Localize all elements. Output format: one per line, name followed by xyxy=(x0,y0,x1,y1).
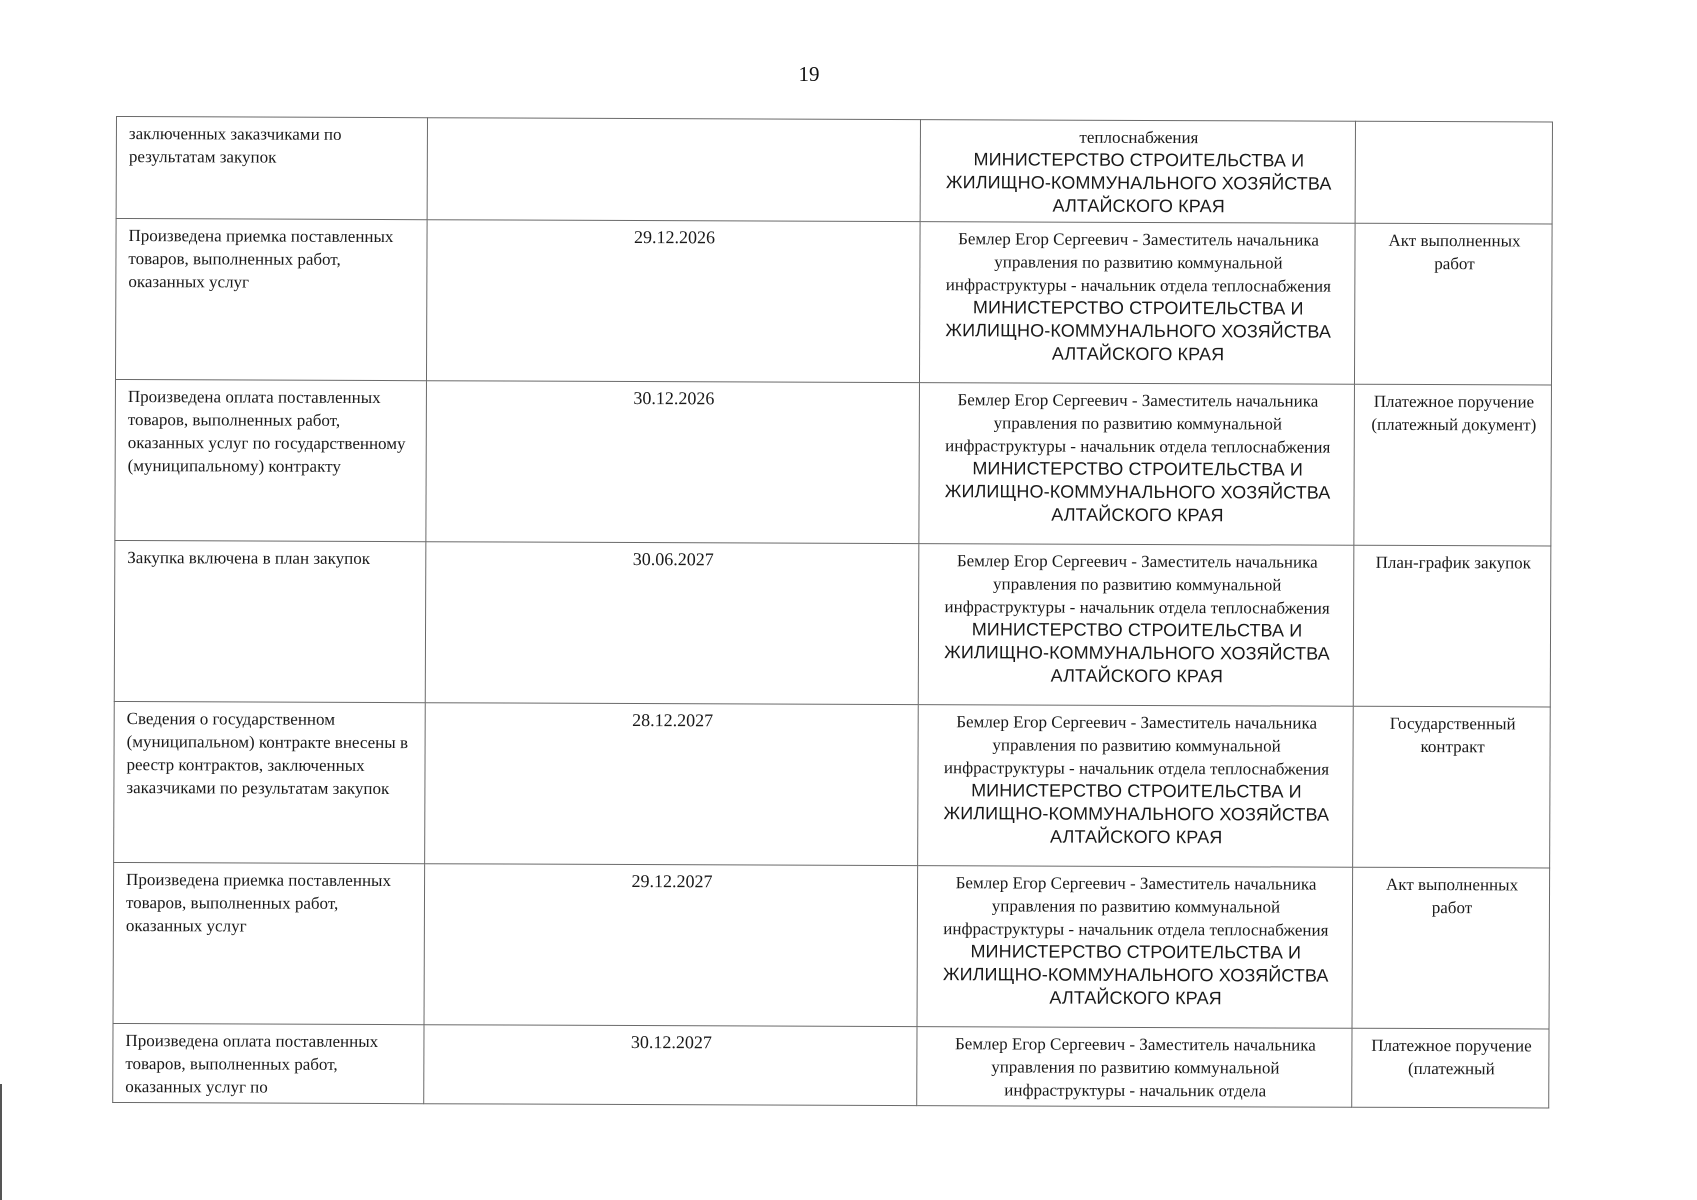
responsible-person: Бемлер Егор Сергеевич - Заместитель начальника управления по развитию коммунальной инфраструктуры - начальник отдела теплоснабжения xyxy=(945,390,1331,457)
responsible-organization: МИНИСТЕРСТВО СТРОИТЕЛЬСТВА И ЖИЛИЩНО-КОММУНАЛЬНОГО ХОЗЯЙСТВА АЛТАЙСКОГО КРАЯ xyxy=(943,780,1330,848)
document-cell: Государственный контракт xyxy=(1353,706,1551,868)
responsible-cell xyxy=(917,866,1353,1029)
event-cell: Закупка включена в план закупок xyxy=(114,540,426,702)
table-row xyxy=(113,862,1550,1029)
document-cell: Платежное поручение (платежный xyxy=(1352,1028,1549,1108)
scan-edge-mark xyxy=(0,1084,2,1200)
responsible-organization: МИНИСТЕРСТВО СТРОИТЕЛЬСТВА И ЖИЛИЩНО-КОММУНАЛЬНОГО ХОЗЯЙСТВА АЛТАЙСКОГО КРАЯ xyxy=(942,941,1329,1009)
document-cell: План-график закупок xyxy=(1353,545,1551,707)
date-cell: 29.12.2027 xyxy=(424,864,918,1027)
responsible-person: теплоснабжения xyxy=(1079,127,1199,148)
event-cell: Произведена оплата поставленных товаров, выполненных работ, оказанных услуг по xyxy=(113,1023,424,1103)
table-row xyxy=(114,701,1551,868)
event-cell: Произведена приемка поставленных товаров, выполненных работ, оказанных услуг xyxy=(115,219,427,381)
responsible-cell xyxy=(919,383,1355,546)
date-cell: 30.06.2027 xyxy=(425,542,919,705)
table-row xyxy=(115,219,1552,386)
page-number: 19 xyxy=(798,62,820,86)
date-cell: 30.12.2027 xyxy=(424,1025,917,1106)
responsible-organization: МИНИСТЕРСТВО СТРОИТЕЛЬСТВА И ЖИЛИЩНО-КОММУНАЛЬНОГО ХОЗЯЙСТВА АЛТАЙСКОГО КРАЯ xyxy=(944,458,1331,526)
event-cell: заключенных заказчиками по результатам закупок xyxy=(116,117,427,220)
table-row xyxy=(116,117,1552,225)
event-cell: Произведена приемка поставленных товаров, выполненных работ, оказанных услуг xyxy=(113,862,425,1024)
responsible-cell xyxy=(919,222,1355,385)
document-cell: Акт выполненных работ xyxy=(1354,223,1552,385)
responsible-person: Бемлер Егор Сергеевич - Заместитель начальника управления по развитию коммунальной инфраструктуры - начальник отдела теплоснабжения xyxy=(943,873,1329,940)
document-cell: Акт выполненных работ xyxy=(1352,867,1550,1029)
responsible-cell xyxy=(918,544,1354,707)
responsible-person: Бемлер Егор Сергеевич - Заместитель начальника управления по развитию коммунальной инфраструктуры - начальник отдела теплоснабжения xyxy=(945,229,1331,296)
document-cell xyxy=(1355,121,1552,224)
table-row xyxy=(114,540,1551,707)
responsible-organization: МИНИСТЕРСТВО СТРОИТЕЛЬСТВА И ЖИЛИЩНО-КОММУНАЛЬНОГО ХОЗЯЙСТВА АЛТАЙСКОГО КРАЯ xyxy=(945,297,1332,365)
responsible-person: Бемлер Егор Сергеевич - Заместитель начальника управления по развитию коммунальной инфраструктуры - начальник отдела теплоснабжения xyxy=(944,551,1330,618)
table-row xyxy=(113,1023,1549,1108)
responsible-cell xyxy=(917,1027,1352,1108)
date-cell: 28.12.2027 xyxy=(425,703,919,866)
date-cell xyxy=(427,118,920,222)
responsible-person: Бемлер Егор Сергеевич - Заместитель начальника управления по развитию коммунальной инфраструктуры - начальник отдела xyxy=(955,1034,1316,1101)
document-cell: Платежное поручение (платежный документ) xyxy=(1354,384,1552,546)
event-cell: Сведения о государственном (муниципальном) контракте внесены в реестр контрактов, заключенных заказчиками по результатам закупок xyxy=(114,701,426,863)
responsible-organization: МИНИСТЕРСТВО СТРОИТЕЛЬСТВА И ЖИЛИЩНО-КОММУНАЛЬНОГО ХОЗЯЙСТВА АЛТАЙСКОГО КРАЯ xyxy=(944,619,1330,687)
responsible-organization: МИНИСТЕРСТВО СТРОИТЕЛЬСТВА И ЖИЛИЩНО-КОММУНАЛЬНОГО ХОЗЯЙСТВА АЛТАЙСКОГО КРАЯ xyxy=(945,149,1332,217)
control-points-table xyxy=(112,116,1553,1109)
responsible-person: Бемлер Егор Сергеевич - Заместитель начальника управления по развитию коммунальной инфраструктуры - начальник отдела теплоснабжения xyxy=(943,712,1330,779)
responsible-cell xyxy=(920,120,1355,224)
date-cell: 30.12.2026 xyxy=(426,381,920,544)
event-cell: Произведена оплата поставленных товаров, выполненных работ, оказанных услуг по государственному (муниципальному) контракту xyxy=(115,379,427,541)
date-cell: 29.12.2026 xyxy=(426,220,920,383)
table-row xyxy=(115,379,1552,546)
responsible-cell xyxy=(918,705,1354,868)
